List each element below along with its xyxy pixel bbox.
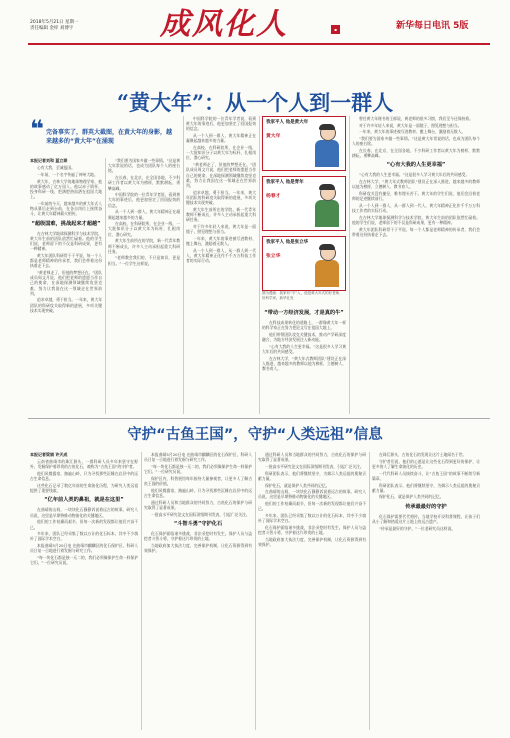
- paragraph: 通过科研人员和当地群众的共同努力，古鱼化石的保护与研究取得了显著成果。: [258, 452, 366, 463]
- paragraph: 化石保护面临诸多挑战，非法采挖时有发生。保护人员与盗挖者斗智斗勇，守护着这片珍贵的土地。: [258, 524, 366, 536]
- paragraph: 在高校，在科研院所，在企业一线，一大批知识分子以黄大年为标杆，扎根岗位，潜心研究。: [186, 145, 256, 161]
- paragraph: 从一个人到一群人，从一群人到一代人，黄大年精神正化作千千万万科技工作者的实际行动。: [186, 247, 256, 264]
- section-masthead: 成风化人: [160, 7, 288, 42]
- column-divider: [183, 116, 184, 414]
- feature-column-4: [352, 116, 480, 416]
- paragraph: 一批高水平研究论文在国际顶级期刊发表，引起广泛关注。: [265, 463, 364, 469]
- feature-column-1: [30, 158, 102, 416]
- paragraph: “我们要为国家多做一些事情。”这是黄大年常说的话，也成为团队每个人的座右铭。: [352, 136, 480, 147]
- paragraph: “黄老师走了，但他的梦想还在。”团队成员周文月说，他们把老师的遗愿当作自己的使命，在深地探测领域继续攻坚克难，努力让我国在这一领域走在世界前列。: [186, 162, 256, 188]
- feature-column-3: [186, 116, 256, 416]
- paragraph: 追求卓越，勇于担当。一年来，黄大年团队的科研攻关取得新的进展，多项关键技术实现突破。: [30, 297, 102, 313]
- paragraph: 在珠江源头，古鱼化石的发现让这片土地闻名于世。: [379, 452, 467, 457]
- column-divider: [255, 452, 256, 730]
- comic-panel-name: 杨春才: [266, 194, 281, 199]
- second-column-2: [144, 452, 252, 730]
- paragraph: 在曲靖的山间，一块块化石静静诉说着远古的故事。研究人员说，这里是早期脊椎动物演化的关键地区。: [30, 507, 138, 518]
- paragraph: 中国科学院的一位青年学者说，看到黄大年的事迹后，他更加坚定了回国报效的信念。: [108, 192, 180, 208]
- feature-byline: 本报记者刘和 蓝立琛: [30, 158, 68, 163]
- subheading: “带动一方经济发展，才是真的牛”: [264, 310, 344, 316]
- header-rule: [28, 43, 490, 45]
- paragraph: 黄大年生前所在的学院，新一代青年教师不断成长，许多人主动承担起重大科研任务。: [186, 206, 256, 223]
- page-header: [0, 0, 510, 44]
- paragraph: 曾任黄大年秘书的王郁说，黄老师的很多习惯，我们至今还保持着。: [359, 116, 473, 121]
- comic-panel: [262, 236, 346, 291]
- paragraph: 黄大年生前所在的学院，新一代青年教师不断成长，许多人主动承担起重大科研任务。: [108, 238, 180, 254]
- paragraph: 保护化石，就是保护人类共同的记忆。: [379, 494, 444, 500]
- paragraph: “每一块化石都是独一无二的，我们必须像保护生命一样保护它们。”一位研究员说。: [30, 555, 138, 566]
- paragraph: 多年来，团队已经采集了数以万计的化石标本，其中不少填补了国际学术空白。: [258, 513, 366, 524]
- paragraph: 从一个人到一群人，黄大年精神正在凝聚起越来越多的力量。: [108, 209, 180, 220]
- paragraph: 化石保护面临诸多挑战，非法采挖时有发生。保护人员与盗挖者斗智斗勇，守护着这片珍贵的土地。: [144, 530, 252, 541]
- section-divider: [28, 418, 490, 419]
- paragraph: 云南省曲靖市的珠江源头，一群科研人员多年来坚守在野外，发掘保护着珍贵的古鱼化石，被称为“古鱼王国”的守护者。: [30, 459, 138, 470]
- paragraph: 他们风餐露宿，踏遍山岭，只为寻找那些沉睡在岩层中的远古生命信息。: [144, 487, 252, 498]
- paragraph: “我们要为国家多做一些事情。”这是黄大年常说的话，也成为团队每个人的座右铭。: [108, 158, 180, 174]
- paragraph: “传承是最好的守护。”一位老研究员这样说。: [379, 525, 456, 531]
- paragraph: 一年来，黄大年的事迹被写进教材、搬上舞台，激励着无数人。: [186, 235, 256, 246]
- paragraph: 在吉林大学，“黄大年式教师团队”建设正在深入推进，越来越多的教师以他为榜样，立德树人、教书育人。: [352, 179, 480, 190]
- paragraph: 本报曲靖5月20日电 在曲靖市麒麟区的化石保护区，科研人员日复一日地进行着发掘与研究工作。: [30, 543, 138, 554]
- subheading: “超级国难，挑战起来才超越”: [31, 220, 101, 227]
- subheading: 传承最最好的守护: [405, 503, 447, 510]
- paragraph: 他们带领团队攻克关键技术，推动产学研深度融合，为地方经济发展注入新动能。: [262, 331, 346, 343]
- paragraph: 心有大我，至诚报国。: [37, 165, 75, 171]
- paragraph: 当地政府加大执法力度，完善保护机制，让化石资源得到有效保护。: [258, 536, 366, 548]
- paragraph: 一年前，一个名字传遍了神州大地。: [37, 171, 98, 177]
- paragraph: 在长春，在北京，在全国各地，不少科研工作者以黄大年为榜样，默默耕耘，勇攀高峰。: [352, 148, 480, 159]
- paragraph: 化石保护需要代代相传。当地学校开设科普课程，让孩子们从小了解和热爱这片土地上的远古遗产。: [372, 513, 480, 524]
- comic-panel-title: 我家平人 他是青年: [266, 180, 304, 185]
- paragraph: 中国科学院的一位青年学者说，看到黄大年的事迹后，他更加坚定了回国报效的信念。: [186, 116, 256, 132]
- paragraph: 多年来，团队已经采集了数以万计的化石标本，其中不少填补了国际学术空白。: [30, 531, 138, 542]
- paragraph: 在吉林大学地球探测科学与技术学院，黄大年生前的团队依然忙碌着。他的学生们说，老师留下的不仅是科研成果，更有一种精神。: [30, 230, 102, 252]
- subheading: “亿年前人类的鼻祖，就是在这里”: [44, 497, 124, 504]
- paragraph: 黄大年，吉林大学的地球物理学家，他的故事感动了亿万国人。他以赤子情怀，投身科研一线，把满腔热血洒在祖国大地上。: [30, 178, 102, 200]
- column-divider: [105, 158, 106, 414]
- paragraph: 一代代科研人员接续奋斗，让“古鱼王国”的故事不断续写新篇章。: [372, 470, 480, 481]
- paragraph: “心有大我的人生更幸福。”这是很多人学习黄大年后的共同感受。: [262, 343, 346, 355]
- comic-panel-name: 黄大年: [266, 134, 281, 139]
- paragraph: 守护者们说，他们的心愿是让这些化石得到更好的保护，让更多的人了解生命演化的历史。: [372, 458, 480, 469]
- paragraph: 一年来，黄大年的事迹被写进教材、搬上舞台，激励着无数人。: [359, 129, 466, 135]
- paragraph: “心有大我的人生更幸福。”这是很多人学习黄大年后的共同感受。: [359, 172, 470, 178]
- paragraph: 保护化石，就是保护人类共同的记忆。: [265, 482, 330, 488]
- second-column-1: [30, 452, 138, 730]
- comic-panel-title: 我家平人 他是张立华: [266, 240, 309, 245]
- paragraph: 追求卓越，勇于担当。一年来，黄大年团队的科研攻关取得新的进展，多项关键技术实现突破。: [186, 189, 256, 206]
- paragraph: 一年前的今天，越来越多的黄大年式人物从幕后走到台前，在各自岗位上接续奋斗，让黄大年精神薪火相传。: [30, 200, 102, 217]
- feature-headline: “黄大年”：从一个人到一群人: [116, 90, 394, 115]
- paragraph: 在吉林大学地球探测科学与技术学院，黄大年生前的团队依然忙碌着。他的学生们说，老师留下的不仅是科研成果，更有一种精神。: [352, 214, 480, 226]
- paragraph: “老师教会我们的，不只是知识，更是担当。”一位学生这样说。: [108, 255, 180, 266]
- paragraph: 在长春，在北京，在全国各地，不少科研工作者以黄大年为榜样，默默耕耘，勇攀高峰。: [108, 175, 180, 191]
- subheading: “心有大我的人生更幸福”: [386, 162, 446, 169]
- paragraph: 本报曲靖5月20日电 在曲靖市麒麟区的化石保护区，科研人员日复一日地进行着发掘与研究工作。: [144, 452, 252, 463]
- paragraph: 他们的工作枯燥而艰辛，但每一次新的发现都让他们兴奋不已。: [258, 501, 366, 512]
- paragraph: 在高校，在科研院所，在企业一线，一大批知识分子以黄大年为标杆，扎根岗位，潜心研究。: [108, 221, 180, 237]
- paragraph: 在科技成果转化的道路上，一群像黄大年一样的科学家正在努力把论文写在祖国大地上。: [262, 320, 346, 331]
- cartoon-figure-icon: [313, 125, 341, 167]
- paragraph: 从一个人到一群人，从一群人到一代人，黄大年精神正化作千千万万科技工作者的实际行动。: [352, 202, 480, 214]
- comic-panel-name: 张立华: [266, 254, 281, 259]
- paragraph: 他们的工作枯燥而艰辛，但每一次新的发现都让他们兴奋不已。: [30, 519, 138, 530]
- paragraph: 对于许多年轻人来说，黄大年是一面镜子，照见理想与担当。: [359, 122, 462, 128]
- issue-meta: [30, 20, 78, 32]
- comic-panel: [262, 176, 346, 231]
- column-divider: [369, 452, 370, 730]
- paragraph: 黄大年团队科研骨干于平说，每一个人都是老师精神的传承者，我们会带着这份执着走下去。: [30, 252, 102, 269]
- paragraph: 科研团队表示，他们将继续坚守，为揭示人类远祖的奥秘贡献力量。: [372, 482, 480, 493]
- cartoon-figure-icon: [313, 185, 341, 227]
- feature-column-5: [262, 306, 346, 416]
- second-byline: 本报记者梁娟 许天成: [30, 452, 68, 457]
- pull-quote: 完备事实了，群英大截图，在黄大年的身影，越来越多的“黄大年”在涌现: [46, 129, 173, 145]
- paragraph: 他们风餐露宿，踏遍山岭，只为寻找那些沉睡在岩层中的远古生命信息。: [30, 471, 138, 482]
- paragraph: 这些化石记录了数亿年前的生命演化历程，为研究人类远祖提供了重要线索。: [30, 483, 138, 494]
- paragraph: “黄老师走了，但他的梦想还在。”团队成员周文月说，他们把老师的遗愿当作自己的使命，在深地探测领域继续攻坚克难，努力让我国在这一领域走在世界前列。: [30, 269, 102, 296]
- newspaper-page-label: 新华每日电讯 5版: [396, 21, 469, 31]
- column-divider: [349, 116, 350, 414]
- paragraph: “每一块化石都是独一无二的，我们必须像保护生命一样保护它们。”一位研究员说。: [144, 463, 252, 475]
- subheading: “斗智斗勇”守护化石: [173, 520, 223, 527]
- second-column-3: [258, 452, 366, 730]
- paragraph: 当地政府加大执法力度，完善保护机制，让化石资源得到有效保护。: [144, 542, 252, 553]
- paragraph: 对于许多年轻人来说，黄大年是一面镜子，照见理想与担当。: [186, 223, 256, 235]
- paragraph: 从一个人到一群人，黄大年精神正在凝聚起越来越多的力量。: [186, 133, 256, 144]
- second-headline: 守护“古鱼王国”，守护“人类远祖”信息: [127, 427, 383, 443]
- paragraph: 保护区内，科普展馆每年接待大量参观者，让更多人了解古鱼王国的价值。: [144, 475, 252, 487]
- masthead-seal-icon: ▪: [331, 25, 340, 34]
- second-column-4: [372, 452, 480, 730]
- paragraph: 在曲靖的山间，一块块化石静静诉说着远古的故事。研究人员说，这里是早期脊椎动物演化的关键地区。: [258, 489, 366, 500]
- column-divider: [141, 452, 142, 730]
- paragraph: 科研团队表示，他们将继续坚守，为揭示人类远祖的奥秘贡献力量。: [258, 470, 366, 481]
- comic-panel-title: 我家平人 他是黄大年: [266, 120, 309, 125]
- quote-mark-icon: ❝: [30, 115, 45, 143]
- paragraph: 通过科研人员和当地群众的共同努力，古鱼化石的保护与研究取得了显著成果。: [144, 499, 252, 510]
- paragraph: 一批高水平研究论文在国际顶级期刊发表，引起广泛关注。: [151, 511, 250, 517]
- paragraph: 黄大年团队科研骨干于平说，每一个人都是老师精神的传承者，我们会带着这份执着走下去。: [352, 226, 480, 237]
- comic-panels: [262, 116, 346, 296]
- paragraph: 在吉林大学，“黄大年式教师团队”建设正在深入推进，越来越多的教师以他为榜样，立德树人、教书育人。: [262, 355, 346, 372]
- feature-column-2: [108, 158, 180, 416]
- paragraph: 科研攻关没有捷径，唯有埋头苦干。黄大年的学生们说，他们会沿着老师的足迹继续前行。: [352, 191, 480, 202]
- issue-date: 2018年5月21日 星期一: [30, 20, 79, 25]
- comic-caption: 图为漫画：我家有“平”人，他是黄大年式的好老师、好科学家。新华社发: [262, 291, 343, 300]
- issue-editors: 责任编辑 金梓 刘博宇: [30, 26, 74, 31]
- cartoon-figure-icon: [313, 245, 341, 287]
- comic-panel: [262, 116, 346, 171]
- column-divider: [259, 116, 260, 414]
